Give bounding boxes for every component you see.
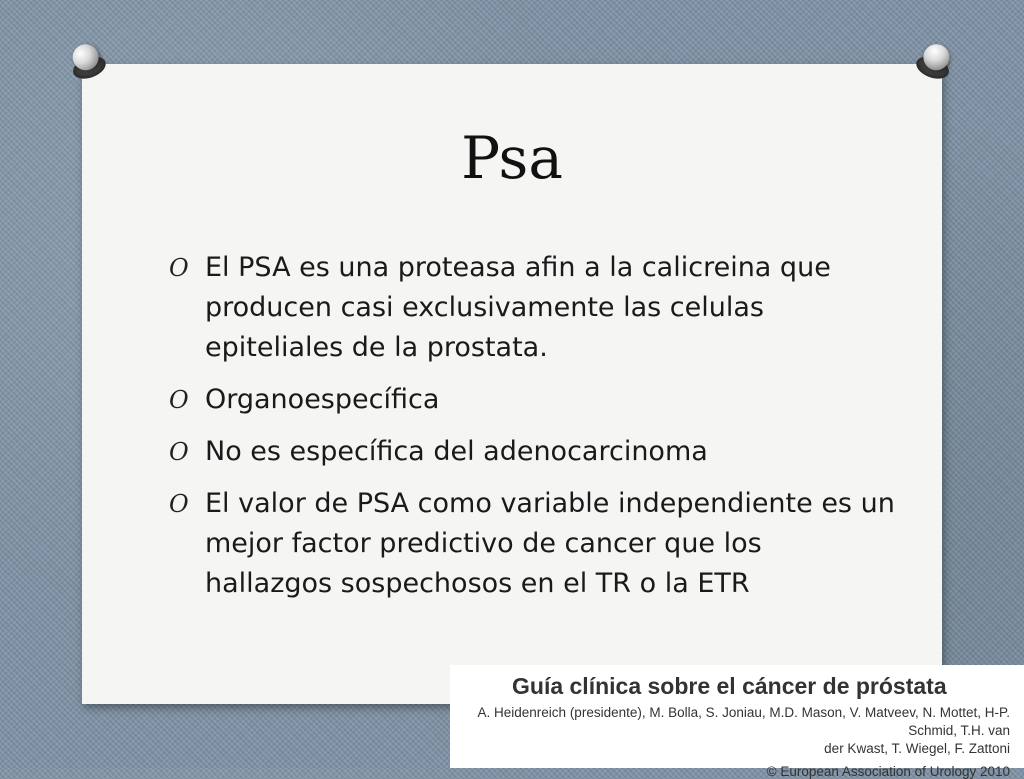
bullet-marker-icon: O <box>169 490 189 518</box>
bullet-list <box>169 248 895 616</box>
bullet-marker-icon: O <box>169 438 189 466</box>
bullet-item <box>169 432 895 472</box>
bullet-marker-icon: O <box>169 386 189 414</box>
bullet-text: El valor de PSA como variable independiente es un mejor factor predictivo de cancer que los hallazgos sospechosos en el TR o la ETR <box>205 488 895 599</box>
reference-box <box>450 665 1024 779</box>
bullet-item <box>169 380 895 420</box>
slide-title: Psa <box>461 124 563 192</box>
reference-title: Guía clínica sobre el cáncer de próstata <box>512 673 947 699</box>
reference-authors-line: A. Heidenreich (presidente), M. Bolla, S. Joniau, M.D. Mason, V. Matveev, N. Mottet, H-P. Schmid, T.H. van <box>477 705 1010 738</box>
bullet-marker-icon: O <box>169 254 189 282</box>
bullet-text: No es específica del adenocarcinoma <box>205 436 708 467</box>
bullet-item <box>169 248 895 368</box>
bullet-text: El PSA es una proteasa afin a la calicreina que producen casi exclusivamente las celulas epiteliales de la prostata. <box>205 252 831 363</box>
bullet-text: Organoespecífica <box>205 384 440 415</box>
bullet-item <box>169 484 895 604</box>
reference-copyright: © European Association of Urology 2010 <box>766 764 1010 779</box>
reference-authors-line: der Kwast, T. Wiegel, F. Zattoni <box>824 741 1010 756</box>
